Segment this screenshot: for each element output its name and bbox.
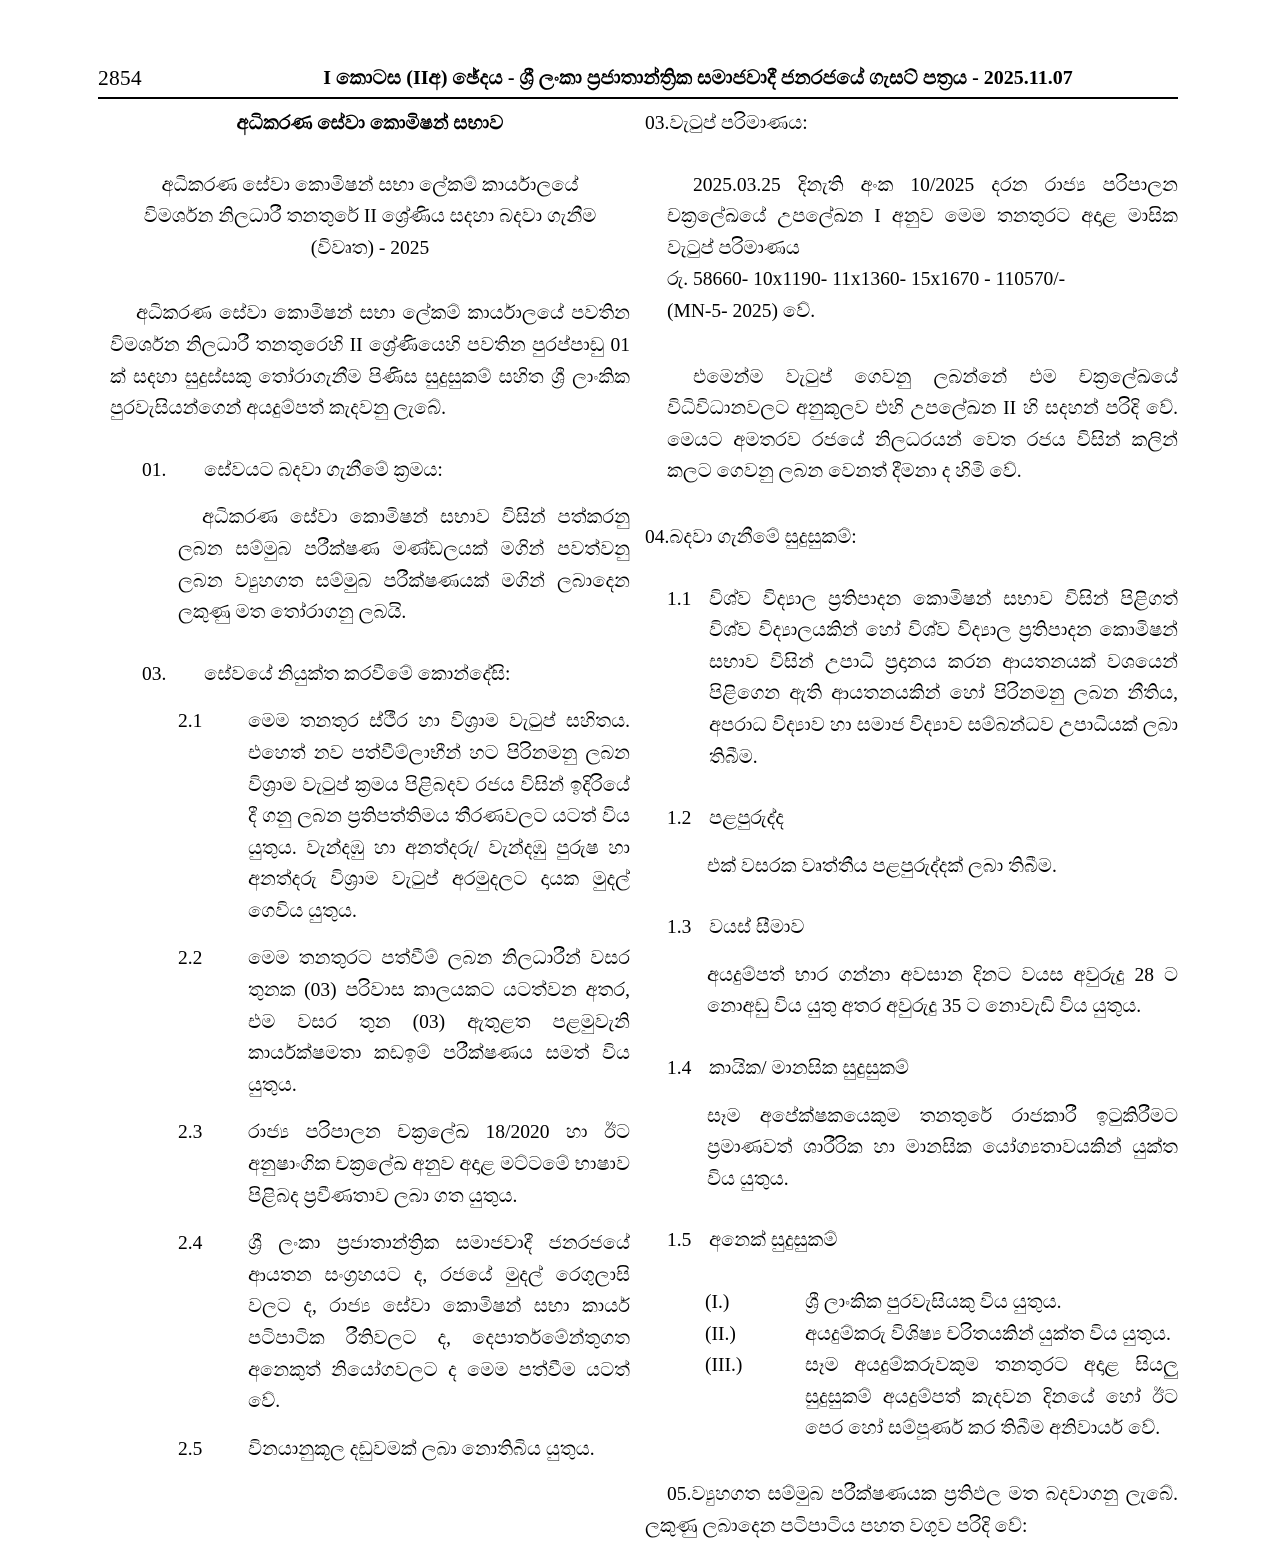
other-qualification-number: (I.) [705,1292,730,1314]
salary-section-heading [645,108,1178,140]
condition-item [110,706,630,927]
selection-section-number: 05. [667,1484,692,1505]
condition-text: මෙම තනතුර ස්ථීර හා විශ්‍රාම වැටුප් සහිතය. එහෙත් නව පත්වීම්ලාභීන් හට පිරිනමනු ලබන විශ්‍රාම වැටුප් ක්‍රමය පිළිබදව රජය විසින් ඉදිරියේ දී ගනු ලබන ප්‍රතිපත්තිමය තීරණවලට යටත් විය යුතුය. වැන්දඹු හා අනත්දරු/ වැන්දඹු පුරුෂ හා අනත්දරු විශ්‍රාම වැටුප් අරමුදලට දායක මුදල් ගෙවිය යුතුය. [248,711,630,922]
qualification-number: 1.5 [667,1230,692,1252]
condition-item [110,943,630,1101]
qualification-number: 1.2 [667,808,692,830]
header-rule [98,97,1178,99]
other-qualification-text: ශ්‍රී ලාංකික පුරවැසියකු විය යුතුය. [805,1292,1062,1314]
spacer [110,1101,630,1117]
condition-item [110,1228,630,1418]
qualification-item [645,1053,1178,1085]
qualifications-section-label: බදවා ගැනීමේ සුදුසුකම්: [669,526,857,548]
condition-text: රාජ්‍ය පරිපාලන චක්‍රලේඛ 18/2020 හා ඊට අනුෂාංගික චක්‍රලේඛ අනුව අදාළ මට්ටමේ භාෂාව පිළිබද ප්‍රවීණතාව ලබා ගත යුතුය. [248,1122,630,1207]
qualifications-section-heading [645,522,1178,554]
commission-heading: අධිකරණ සේවා කොමිෂන් සභාව [236,113,504,134]
salary-scale: රු. 58660- 10x1190- 11x1360- 15x1670 - 110570/- [667,269,1066,291]
spacer [645,944,1178,960]
other-qualification-item [645,1287,1178,1319]
spacer [645,1023,1178,1053]
spacer [110,425,630,455]
spacer [645,1445,1178,1479]
condition-item [110,1117,630,1212]
qualification-number: 1.1 [667,588,692,610]
qualification-text: විශ්ව විද්‍යාල ප්‍රතිපාදන කොමිෂන් සභාව විසින් පිළිගත් විශ්ව විද්‍යාලයකින් හෝ විශ්ව විද්‍යාල ප්‍රතිපාදන කොමිෂන් සභාව විසින් උපාධි ප්‍රදානය කරන ආයතනයක් වශයෙන් පිළිගෙන ඇති ආයතනයකින් හෝ පිරිනමනු ලබන නීතිය, අපරාධ විද්‍යාව හා සමාජ විද්‍යාව සම්බන්ධව උපාධියක් ලබා තිබීම. [709,588,1178,768]
intro-paragraph: අධිකරණ සේවා කොමිෂන් සභා ලේකම් කාර්යාලයේ පවතින විමර්ශන නිලධාරී තනතුරෙහි II ශ්‍රේණියෙහි පවතින පුරප්පාඩු 01 ක් සදහා සුදුස්සකු තෝරාගැනීම පිණිස සුදුසුකම් සහිත ශ්‍රී ලාංකික පුරවැසියන්ගෙන් අයදුම්පත් කැදවනු ලැබේ. [110,303,630,420]
condition-number: 2.3 [178,1122,203,1144]
condition-item [110,1434,630,1466]
spacer [110,264,630,298]
condition-text: විනයානුකූල දඩුවමක් ලබා නොතිබිය යුතුය. [248,1438,595,1460]
other-qualification-number: (III.) [705,1355,743,1377]
spacer [645,1257,1178,1287]
right-column [645,108,1178,1542]
other-qualification-text: අයදුම්කරු විශිෂ්‍ය චරිතයකින් යුක්ත විය යුතුය. [805,1323,1171,1345]
spacer [110,1418,630,1434]
spacer [645,1195,1178,1225]
other-qualification-item [645,1350,1178,1445]
spacer [645,140,1178,170]
section-01-number: 01. [142,459,167,481]
spacer [110,1212,630,1228]
running-head [98,64,1178,98]
spacer [645,773,1178,803]
spacer [110,690,630,706]
notice-title-line-1: අධිකරණ සේවා කොමිෂන් සභා ලේකම් කාර්යාලයේ [161,174,579,196]
selection-section-paragraph [645,1479,1178,1542]
salary-paragraph-2: එමෙන්ම වැටුප් ගෙවනු ලබන්නේ එම චක්‍රලේඛයේ විධිවිධානවලට අනුකූලව එහි උපලේඛන II හි සදහන් පරිදි වේ. මෙයට අමතරව රජයේ නිලධරයන් වෙත රජය විසින් කලින් කලට ගෙවනු ලබන වෙනත් දීමනා ද හිමි වේ. [667,366,1178,483]
section-03-heading: සේවයේ නියුක්ත කරවීමේ කොන්දේසි: [204,663,511,685]
selection-section-text: ව්‍යුහගත සම්මුබ පරීක්ෂණයක ප්‍රතිඵල මත බදවාගනු ලැබේ. ලකුණු ලබාදෙන පටිපාටිය පහත වගුව පරිදි වේ: [645,1484,1178,1537]
condition-number: 2.5 [178,1438,203,1460]
notice-title-line-2: විමර්ශන නිලධාරී තනතුරේ II ශ්‍රේණිය සදහා බදවා ගැනීම [143,206,597,228]
other-qualification-item [645,1319,1178,1351]
qualification-number: 1.3 [667,917,692,939]
section-01-body: අධිකරණ සේවා කොමිෂන් සභාව විසින් පත්කරනු ලබන සම්මුබ පරීක්ෂණ මණ්ඩලයක් මගින් පවත්වනු ලබන ව්‍යුහගත සම්මුබ පරීක්ෂණයක් මගින් ලබාදෙන ලකුණු මත තෝරාගනු ලබයි. [178,507,630,624]
salary-section-number: 03. [645,113,670,134]
spacer [645,835,1178,851]
left-column [110,108,630,1465]
qualification-item [645,803,1178,835]
spacer [645,554,1178,584]
qualifications-section-number: 04. [645,526,670,548]
spacer [645,488,1178,522]
page-number: 2854 [98,66,142,90]
section-01-heading-row [110,455,630,487]
qualification-text: කායික/ මානසික සුදුසුකම් [709,1058,909,1080]
condition-number: 2.4 [178,1233,203,1255]
qualification-number: 1.4 [667,1058,692,1080]
spacer [645,882,1178,912]
age-limit-text: අයදුම්පත් භාර ගන්නා අවසාන දිනට වයස අවුරුදු 28 ට නොඅඩු විය යුතු අතර අවුරුදු 35 ට නොවැඩි විය යුතුය. [707,964,1178,1018]
notice-title-line-3: (විවෘත) - 2025 [310,237,430,259]
salary-paragraph-1: 2025.03.25 දිනැති අංක 10/2025 දරන රාජ්‍ය පරිපාලන චක්‍රලේඛයේ උපලේඛන I අනුව මෙම තනතුරට අදාළ මාසික වැටුප් පරිමාණය [667,174,1178,259]
qualification-item [645,912,1178,944]
qualification-item [645,1225,1178,1257]
spacer [110,486,630,502]
condition-number: 2.1 [178,711,203,733]
condition-text: මෙම තනතුරට පත්වීම් ලබන නිලධාරීන් වසර තුනක (03) පරිවාස කාලයකට යටත්වන අතර, එම වසර තුන (03) ඇතුළත පළමුවැනි කාර්යක්ෂමතා කඩඉම් පරීක්ෂණය සමත් විය යුතුය. [248,948,630,1096]
salary-section-label: වැටුප් පරිමාණය: [669,113,808,134]
qualification-subtext: එක් වසරක වෘත්තීය පළපුරුද්දක් ලබා තිබීම. [707,855,1057,877]
condition-number: 2.2 [178,948,203,970]
spacer [110,927,630,943]
spacer [645,328,1178,362]
other-qualification-text: සෑම අයදුම්කරුවකුම තනතුරට අදාළ සියලු සුදුසුකම් අයදුම්පත් කැදවන දිනයේ හෝ ඊට පෙර හෝ සම්පූර්ණ කර තිබීම අනිවාර්ය වේ. [805,1355,1178,1440]
section-03-heading-row [110,659,630,691]
qualification-text: අනෙක් සුදුසුකම් [709,1230,838,1252]
condition-text: ශ්‍රී ලංකා ප්‍රජාතාන්ත්‍රික සමාජවාදී ජනරජයේ ආයතන සංග්‍රහයට ද, රජයේ මුදල් රෙගුලාසි වලට ද, රාජ්‍ය සේවා කොමිෂන් සභා කාර්ය පටිපාටික රීතිවලට ද, දෙපාර්තමේන්තුගත අනෙකුත් නියෝගවලට ද මෙම පත්වීම යටත් වේ. [248,1233,630,1413]
section-03-number: 03. [142,663,167,685]
spacer [645,1085,1178,1101]
spacer [110,629,630,659]
qualification-text: පළපුරුද්ද [709,808,784,830]
gazette-header-title: I කොටස (IIඅ) ඡේදය - ශ්‍රී ලංකා ප්‍රජාතාන්ත්‍රික සමාජවාදී ජනරජයේ ගැසට් පත්‍රය - 2025.11.07 [323,67,1073,89]
salary-code: (MN-5- 2025) වේ. [667,300,816,322]
physical-mental-text: සෑම අපේක්ෂකයෙකුම තනතුරේ රාජකාරී ඉටුකිරීමට ප්‍රමාණවත් ශාරීරික හා මානසික යෝග්‍යතාවයකින් යුක්ත විය යුතුය. [707,1105,1178,1190]
section-01-heading: සේවයට බදවා ගැනීමේ ක්‍රමය: [204,459,443,481]
spacer [110,140,630,170]
qualification-item [645,584,1178,774]
qualification-text: වයස් සීමාව [709,917,805,939]
other-qualification-number: (II.) [705,1323,736,1345]
